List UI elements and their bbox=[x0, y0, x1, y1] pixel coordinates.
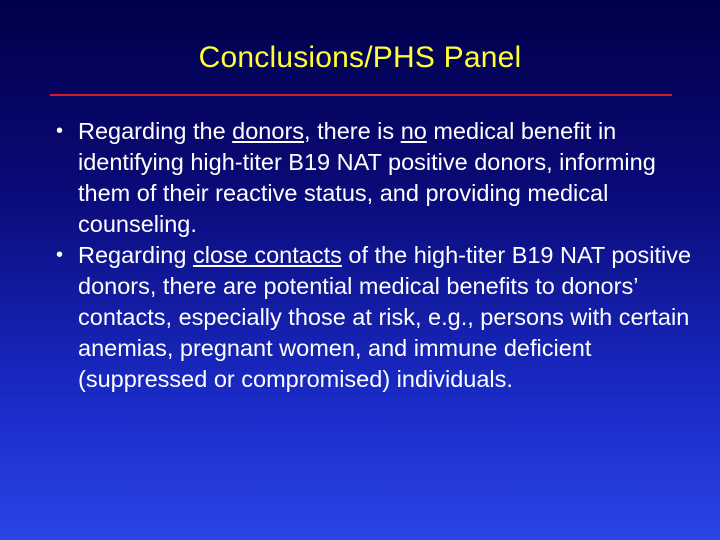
underlined-term-close-contacts: close contacts bbox=[192, 242, 342, 268]
bullet-icon: • bbox=[56, 120, 64, 142]
bullet-text-post: of the high-titer B19 NAT positive donors, there are potential medical benefits to donors’ contacts, especially those at risk, e.g., persons with certain anemias, pregnant women, and immune deficient (suppressed or compromised) individuals. bbox=[78, 242, 692, 392]
underlined-term-no: no bbox=[400, 118, 427, 144]
bullet-close-contacts bbox=[50, 240, 695, 395]
slide-title: Conclusions/PHS Panel bbox=[198, 41, 522, 74]
underlined-term-donors: donors bbox=[232, 118, 305, 144]
bullet-donors bbox=[50, 116, 695, 240]
bullet-list bbox=[50, 116, 695, 395]
bullet-text-pre: Regarding bbox=[78, 242, 193, 268]
bullet-icon: • bbox=[56, 244, 64, 266]
bullet-text-mid: , there is bbox=[304, 118, 401, 144]
bullet-text-pre: Regarding the bbox=[78, 118, 233, 144]
bullet-text-post: medical benefit in identifying high-titer B19 NAT positive donors, informing them of their reactive status, and providing medical counseling. bbox=[78, 118, 656, 237]
title-divider bbox=[50, 94, 672, 96]
